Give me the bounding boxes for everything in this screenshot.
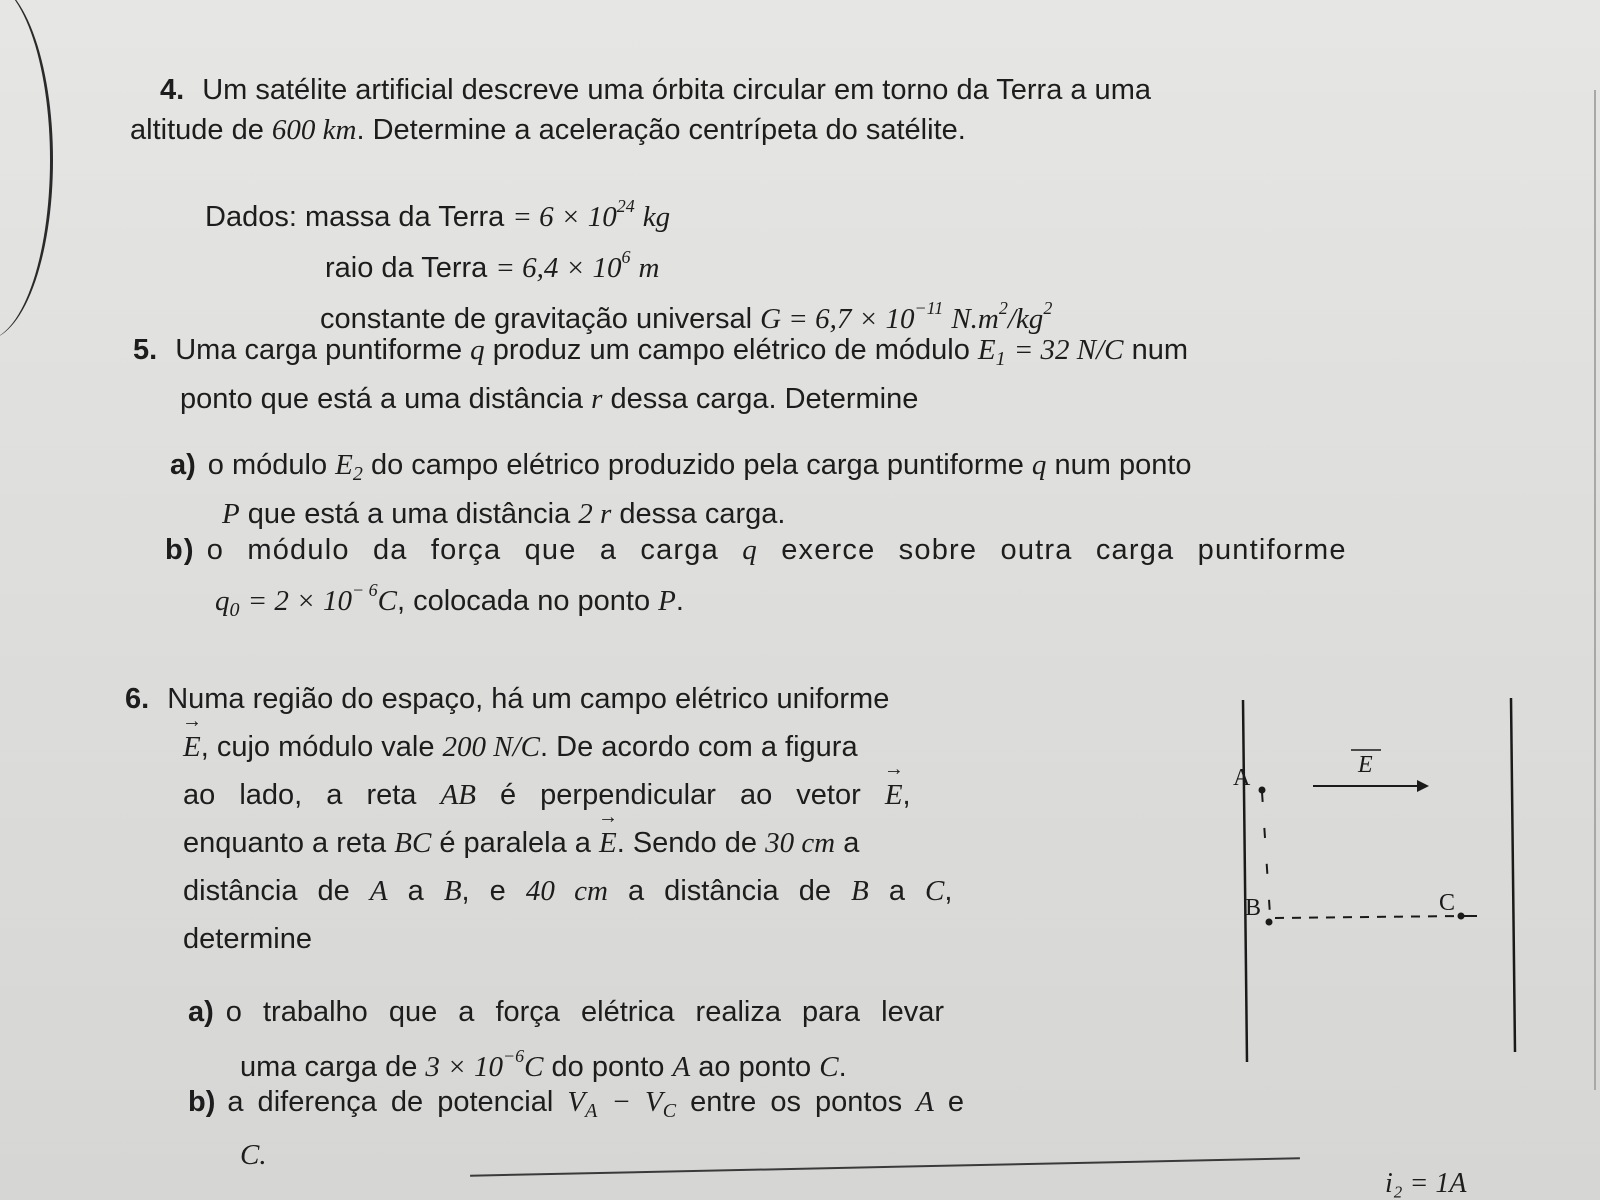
- e2-symbol: E: [335, 449, 353, 481]
- q5-item-b: [165, 530, 1445, 630]
- distance-2r: 2 r: [578, 498, 612, 530]
- p-symbol: P: [222, 498, 240, 530]
- point-c: C.: [240, 1139, 267, 1171]
- q5-line1-mid: produz um campo elétrico de módulo: [492, 334, 970, 366]
- vc-symbol: V: [645, 1086, 663, 1118]
- q5b-post: exerce sobre outra carga puntiforme: [781, 534, 1347, 566]
- point-c-label: C: [1439, 890, 1456, 916]
- charge-exp: −6: [502, 1046, 525, 1066]
- q6-line5-end: ,: [944, 875, 953, 907]
- point-c: C: [819, 1051, 839, 1083]
- q5a2-mid: que está a uma distância: [247, 498, 571, 530]
- q6b-post: entre os pontos: [690, 1086, 903, 1118]
- q6-line4-mid: é paralela a: [439, 827, 591, 859]
- raio-value: = 6,4 × 10: [495, 252, 622, 284]
- q6b-pre: a diferença de potencial: [227, 1086, 554, 1118]
- q6-line2-post: . De acordo com a figura: [540, 731, 858, 763]
- e-vector-symbol: → E: [885, 771, 903, 819]
- raio-unit: m: [638, 252, 660, 284]
- va-sub: A: [585, 1100, 598, 1122]
- q5b2-end: .: [675, 585, 684, 617]
- e1-symbol: E: [977, 334, 996, 366]
- q5-line1-pre: Uma carga puntiforme: [175, 334, 463, 366]
- q-symbol: q: [1031, 449, 1047, 481]
- item-label: a): [170, 449, 196, 481]
- p-symbol: P: [658, 585, 676, 617]
- q5b2-post: , colocada no ponto: [396, 585, 651, 617]
- charge-value: 3 × 10: [425, 1051, 503, 1083]
- item-label: a): [188, 996, 214, 1028]
- g-exp: −11: [914, 298, 944, 318]
- point-b: B: [851, 875, 869, 907]
- q6-line2-mid: , cujo módulo vale: [200, 731, 435, 763]
- e-value: 200 N/C: [442, 731, 541, 763]
- q5a-post: num ponto: [1054, 449, 1192, 481]
- point-c: C: [925, 875, 945, 907]
- q6a-line2-pre: uma carga de: [240, 1051, 418, 1083]
- q0-sub: 0: [229, 599, 240, 621]
- q5-line2-pre: ponto que está a uma distância: [180, 383, 584, 415]
- point-b-label: B: [1245, 895, 1262, 921]
- word-a: a: [407, 875, 424, 907]
- field-label: E: [1358, 752, 1373, 778]
- q4-line2-pre: altitude de: [130, 114, 264, 146]
- point-a: A: [369, 875, 388, 907]
- e-vector-symbol: → E: [599, 819, 617, 867]
- q5a-mid: do campo elétrico produzido pela carga puntiforme: [370, 449, 1024, 481]
- page-edge: [1594, 90, 1596, 1090]
- massa-unit: kg: [642, 201, 671, 233]
- q5-line2-post: dessa carga. Determine: [610, 383, 919, 415]
- q4-line1: Um satélite artificial descreve uma órbita circular em torno da Terra a uma: [202, 74, 1151, 106]
- q0-symbol: q: [215, 585, 230, 617]
- segment-bc: BC: [394, 827, 432, 859]
- q4-line2-post: . Determine a aceleração centrípeta do satélite.: [356, 114, 966, 146]
- line-ab: [1262, 792, 1271, 930]
- q4-data: [205, 186, 1305, 339]
- q5-line1-post: num: [1131, 334, 1188, 366]
- va-symbol: V: [567, 1086, 586, 1118]
- q6-item-b: [188, 1080, 1148, 1177]
- q6-line4-mid2: . Sendo de: [616, 827, 757, 859]
- q-symbol: q: [742, 534, 758, 566]
- q6a-line2-mid: do ponto: [551, 1051, 665, 1083]
- q5a2-post: dessa carga.: [619, 498, 786, 530]
- item-label: b): [188, 1086, 216, 1118]
- g-unit-exp: 2: [998, 298, 1008, 318]
- distance-ab: 30 cm: [765, 827, 836, 859]
- plate-right: [1511, 698, 1515, 1052]
- altitude-value: 600 km: [271, 114, 357, 146]
- q-symbol: q: [470, 334, 485, 366]
- line-bc: [1275, 916, 1461, 918]
- question-6: [125, 675, 1145, 963]
- g-unit: N.m: [951, 303, 999, 335]
- raio-label: raio da Terra: [325, 252, 488, 284]
- point-b-dot: [1266, 919, 1273, 926]
- e1-value: = 32 N/C: [1013, 334, 1124, 366]
- point-a: A: [672, 1051, 691, 1083]
- question-number: 6.: [125, 683, 150, 715]
- arrow-head: [1417, 780, 1429, 792]
- plate-left: [1243, 700, 1247, 1062]
- word-a: a: [888, 875, 905, 907]
- point-b: B: [443, 875, 462, 907]
- q6a-line2-end: .: [838, 1051, 847, 1083]
- q0-value: = 2 × 10: [247, 585, 352, 617]
- q0-unit: C: [377, 585, 397, 617]
- q6-item-a: [188, 990, 1148, 1089]
- g-unit2-exp: 2: [1043, 298, 1053, 318]
- question-number: 4.: [160, 74, 185, 106]
- e-vector-symbol: → E: [183, 723, 201, 771]
- g-label: constante de gravitação universal: [320, 303, 753, 335]
- q6-line5-mid: , e: [461, 875, 506, 907]
- q6-line1: Numa região do espaço, há um campo elétrico uniforme: [167, 683, 890, 715]
- q6-line5-pre: distância de: [183, 875, 350, 907]
- q6a-line2-mid2: ao ponto: [698, 1051, 812, 1083]
- q6a-line1: o trabalho que a força elétrica realiza para levar: [225, 996, 944, 1028]
- vc-sub: C: [662, 1100, 677, 1122]
- q6-line6: determine: [183, 923, 312, 955]
- word-e: e: [947, 1086, 965, 1118]
- massa-exp: 24: [616, 196, 635, 216]
- q5-item-a: [170, 445, 1445, 534]
- question-number: 5.: [133, 334, 158, 366]
- raio-exp: 6: [621, 247, 631, 267]
- g-unit2: /kg: [1007, 303, 1044, 335]
- item-label: b): [165, 534, 195, 566]
- q5a-pre: o módulo: [207, 449, 328, 481]
- charge-unit: C: [524, 1051, 544, 1083]
- q6-line3-post: é perpendicular ao vetor: [499, 779, 861, 811]
- massa-value: = 6 × 10: [512, 201, 617, 233]
- e1-sub: 1: [995, 348, 1006, 370]
- question-5: [133, 330, 1443, 419]
- segment-ab: AB: [440, 779, 476, 811]
- question-4: [130, 70, 1470, 150]
- e2-sub: 2: [352, 463, 363, 485]
- point-a-label: A: [1233, 765, 1251, 791]
- point-a: A: [916, 1086, 934, 1118]
- dados-label: Dados: massa da Terra: [205, 201, 505, 233]
- field-figure: [1205, 690, 1535, 1070]
- q6-line3-end: ,: [902, 779, 911, 811]
- q0-exp: − 6: [351, 580, 378, 600]
- g-value: G = 6,7 × 10: [760, 303, 915, 335]
- r-symbol: r: [591, 383, 603, 415]
- minus-sign: −: [611, 1086, 631, 1118]
- q5b-pre: o módulo da força que a carga: [206, 534, 719, 566]
- q6-line3-pre: ao lado, a reta: [183, 779, 417, 811]
- q6-line5-mid2: a distância de: [628, 875, 831, 907]
- q6-line4-post: a: [843, 827, 860, 859]
- distance-bc: 40 cm: [525, 875, 608, 907]
- q6-line4-pre: enquanto a reta: [183, 827, 387, 859]
- next-question-fragment: i₂ = 1A: [1385, 1168, 1467, 1199]
